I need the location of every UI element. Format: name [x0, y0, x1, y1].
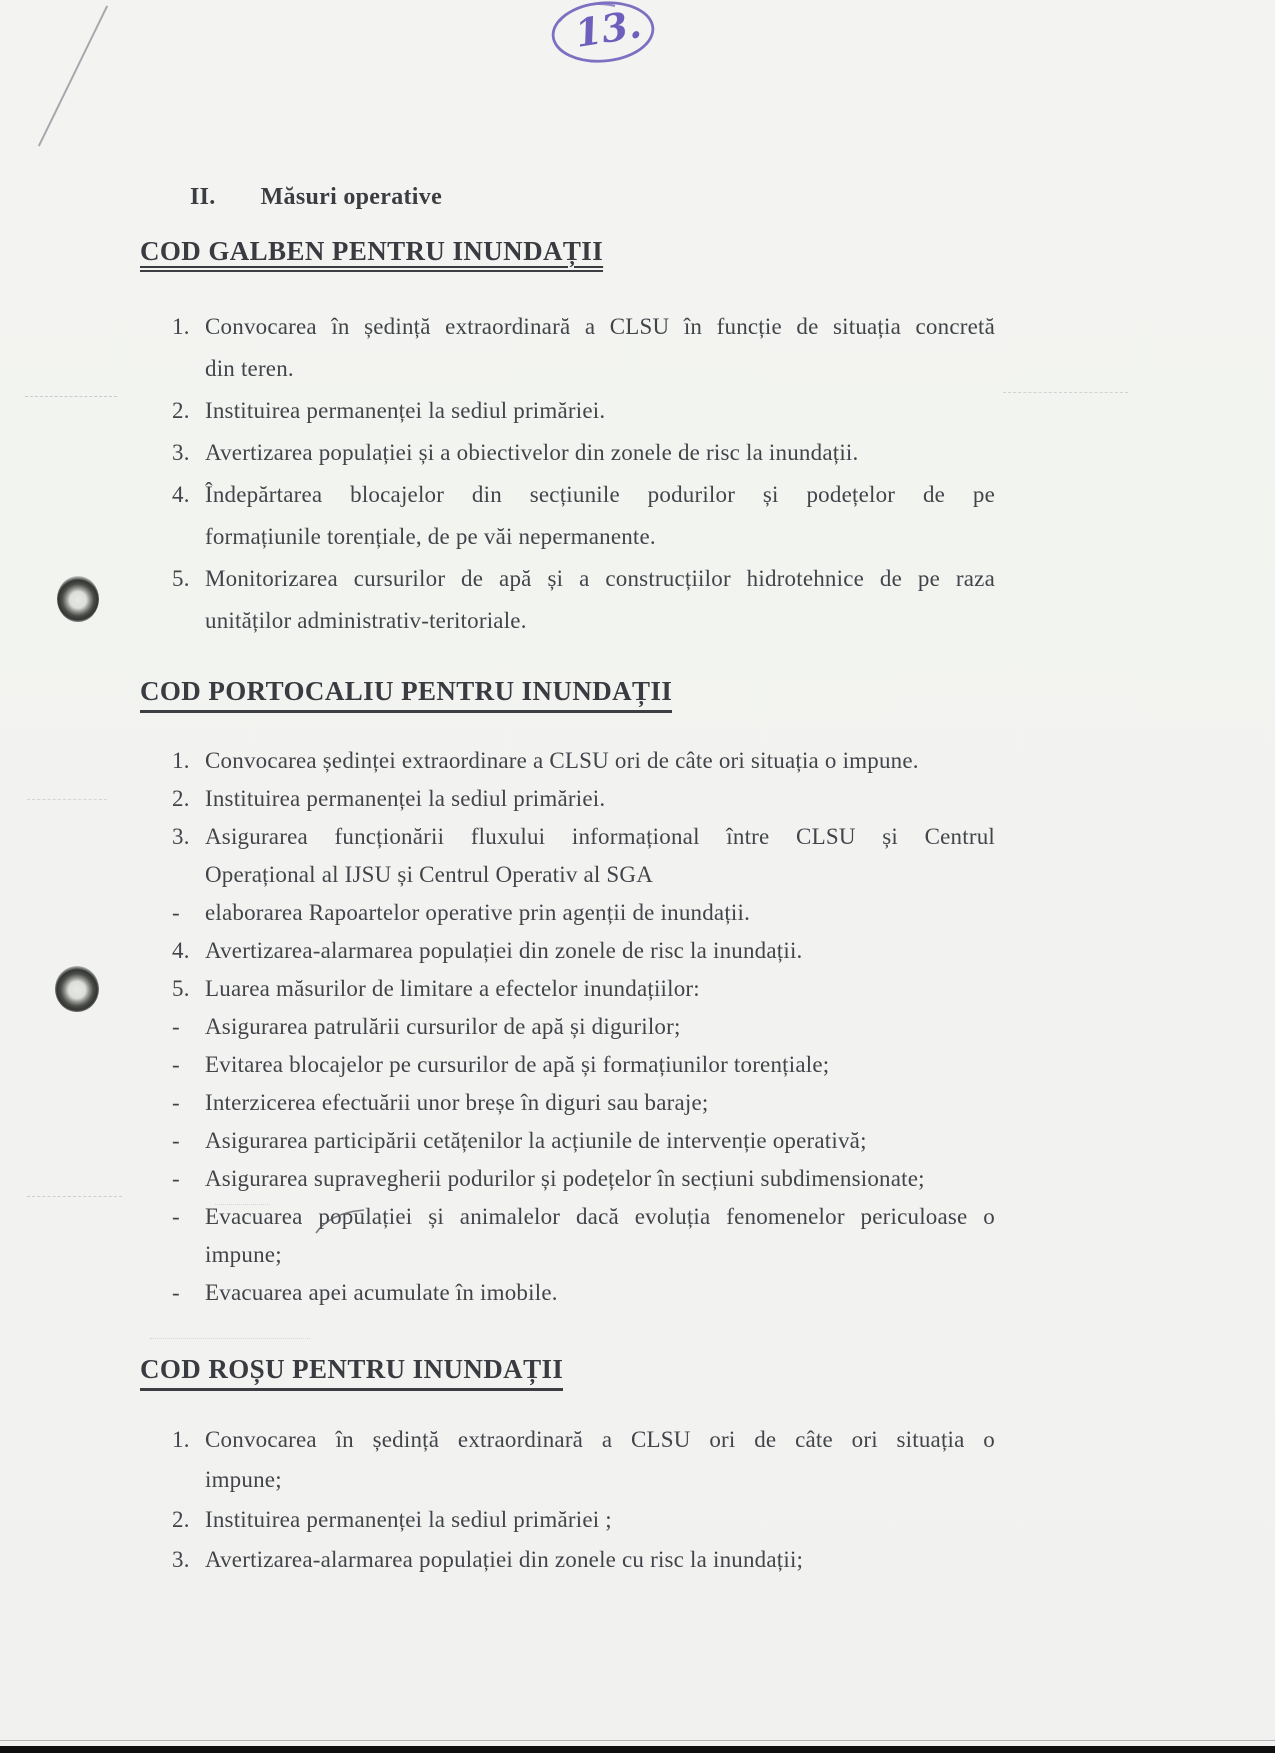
list-cod-portocaliu: [172, 742, 995, 1312]
list-item-text: [205, 474, 995, 558]
scan-artifact-dash: [150, 1338, 310, 1339]
list-item: [172, 742, 995, 780]
list-item: [172, 1540, 995, 1580]
list-item-text: [205, 1540, 995, 1580]
text-line: Convocarea ședinței extraordinare a CLSU ori de câte ori situația o impune.: [205, 748, 919, 773]
list-marker: -: [172, 1166, 180, 1191]
list-item: [172, 1198, 995, 1274]
list-item-text: [205, 1084, 995, 1122]
page-number: 13.: [571, 1, 645, 56]
text-line: Monitorizarea cursurilor de apă și a construcțiilor hidrotehnice de pe raza: [205, 566, 995, 591]
list-item: [172, 1274, 995, 1312]
list-item: [172, 1420, 995, 1500]
list-item-text: [205, 390, 995, 432]
list-marker: -: [172, 1204, 180, 1229]
list-item: [172, 558, 995, 642]
list-marker: -: [172, 1128, 180, 1153]
list-marker: 3.: [172, 824, 190, 849]
list-item-text: [205, 558, 995, 642]
list-item-text: [205, 894, 995, 932]
list-marker: 2.: [172, 786, 190, 811]
list-item-text: [205, 1046, 995, 1084]
text-line: Luarea măsurilor de limitare a efectelor inundațiilor:: [205, 976, 700, 1001]
list-marker: 1.: [172, 748, 190, 773]
list-item: [172, 894, 995, 932]
list-item-text: [205, 742, 995, 780]
list-cod-rosu: [172, 1420, 995, 1580]
document-heading: [190, 184, 442, 211]
scan-artifact-dash: [25, 396, 117, 397]
list-marker: -: [172, 1280, 180, 1305]
text-line: Asigurarea patrulării cursurilor de apă și digurilor;: [205, 1014, 681, 1039]
text-line: Îndepărtarea blocajelor din secțiunile podurilor și podețelor de pe: [205, 482, 995, 507]
scan-artifact-dash: [215, 1204, 270, 1205]
heading-title: Măsuri operative: [260, 184, 443, 210]
text-line: Instituirea permanenței la sediul primăriei.: [205, 786, 606, 811]
list-marker: 5.: [172, 976, 190, 1001]
hole-punch-mark: [57, 576, 99, 622]
text-line: impune;: [205, 1467, 282, 1492]
list-item-text: [205, 1160, 995, 1198]
scan-artifact-dash: [27, 1196, 122, 1197]
list-marker: -: [172, 900, 180, 925]
text-line: Instituirea permanenței la sediul primăriei.: [205, 398, 606, 423]
heading-numeral: II.: [190, 184, 216, 210]
section-title-cod-portocaliu: COD PORTOCALIU PENTRU INUNDAȚII: [140, 676, 672, 713]
list-item-text: [205, 780, 995, 818]
list-item: [172, 1160, 995, 1198]
text-line: Evacuarea apei acumulate în imobile.: [205, 1280, 558, 1305]
list-item: [172, 780, 995, 818]
list-item: [172, 818, 995, 894]
list-item-text: [205, 1122, 995, 1160]
list-item: [172, 432, 995, 474]
list-item: [172, 970, 995, 1008]
list-item: [172, 932, 995, 970]
list-item: [172, 390, 995, 432]
pen-curve-mark: [310, 1205, 370, 1237]
list-item-text: [205, 932, 995, 970]
text-line: elaborarea Rapoartelor operative prin agenții de inundații.: [205, 900, 751, 925]
list-item-text: [205, 432, 995, 474]
list-marker: -: [172, 1052, 180, 1077]
text-line: Avertizarea-alarmarea populației din zonele cu risc la inundații;: [205, 1547, 804, 1572]
text-line: Evacuarea populației și animalelor dacă evoluția fenomenelor periculoase o: [205, 1204, 995, 1229]
text-line: unităților administrativ-teritoriale.: [205, 608, 527, 633]
scan-artifact-dash: [1003, 392, 1128, 393]
list-item-text: [205, 1420, 995, 1500]
text-line: Operațional al IJSU și Centrul Operativ al SGA: [205, 862, 654, 887]
scan-artifact-dash: [27, 799, 107, 800]
text-line: Avertizarea populației și a obiectivelor din zonele de risc la inundații.: [205, 440, 859, 465]
list-cod-galben: [172, 306, 995, 642]
list-item-text: [205, 1500, 995, 1540]
list-marker: 1.: [172, 314, 190, 339]
section-title-cod-galben: COD GALBEN PENTRU INUNDAȚII: [140, 236, 603, 272]
text-line: din teren.: [205, 356, 294, 381]
list-item-text: [205, 306, 995, 390]
text-line: Asigurarea participării cetățenilor la acțiunile de intervenție operativă;: [205, 1128, 867, 1153]
list-item: [172, 1008, 995, 1046]
text-line: Interzicerea efectuării unor breșe în diguri sau baraje;: [205, 1090, 709, 1115]
list-marker: -: [172, 1014, 180, 1039]
list-marker: 1.: [172, 1427, 190, 1452]
hole-punch-mark: [55, 966, 99, 1012]
list-item: [172, 1122, 995, 1160]
list-item: [172, 474, 995, 558]
list-marker: -: [172, 1090, 180, 1115]
page-number-stamp: [545, 0, 663, 66]
list-marker: 4.: [172, 482, 190, 507]
scan-edge-line: [0, 1740, 1275, 1741]
list-marker: 4.: [172, 938, 190, 963]
list-item-text: [205, 970, 995, 1008]
list-item: [172, 1046, 995, 1084]
text-line: Asigurarea funcționării fluxului informațional între CLSU și Centrul: [205, 824, 995, 849]
list-item: [172, 1084, 995, 1122]
text-line: Asigurarea supravegherii podurilor și podețelor în secțiuni subdimensionate;: [205, 1166, 925, 1191]
text-line: Convocarea în ședință extraordinară a CLSU în funcție de situația concretă: [205, 314, 995, 339]
list-item: [172, 306, 995, 390]
list-marker: 3.: [172, 1547, 190, 1572]
section-title-cod-rosu: COD ROȘU PENTRU INUNDAȚII: [140, 1354, 563, 1391]
list-item-text: [205, 1008, 995, 1046]
list-marker: 2.: [172, 1507, 190, 1532]
list-item-text: [205, 1274, 995, 1312]
list-marker: 5.: [172, 566, 190, 591]
text-line: Instituirea permanenței la sediul primăriei ;: [205, 1507, 612, 1532]
text-line: impune;: [205, 1242, 282, 1267]
list-marker: 3.: [172, 440, 190, 465]
text-line: Evitarea blocajelor pe cursurilor de apă și formațiunilor torențiale;: [205, 1052, 830, 1077]
list-item-text: [205, 818, 995, 894]
list-marker: 2.: [172, 398, 190, 423]
text-line: formațiunile torențiale, de pe văi nepermanente.: [205, 524, 656, 549]
pen-stroke-mark: [38, 5, 108, 146]
list-item: [172, 1500, 995, 1540]
scan-edge-bar: [0, 1746, 1275, 1753]
text-line: Avertizarea-alarmarea populației din zonele de risc la inundații.: [205, 938, 803, 963]
text-line: Convocarea în ședință extraordinară a CLSU ori de câte ori situația o: [205, 1427, 995, 1452]
